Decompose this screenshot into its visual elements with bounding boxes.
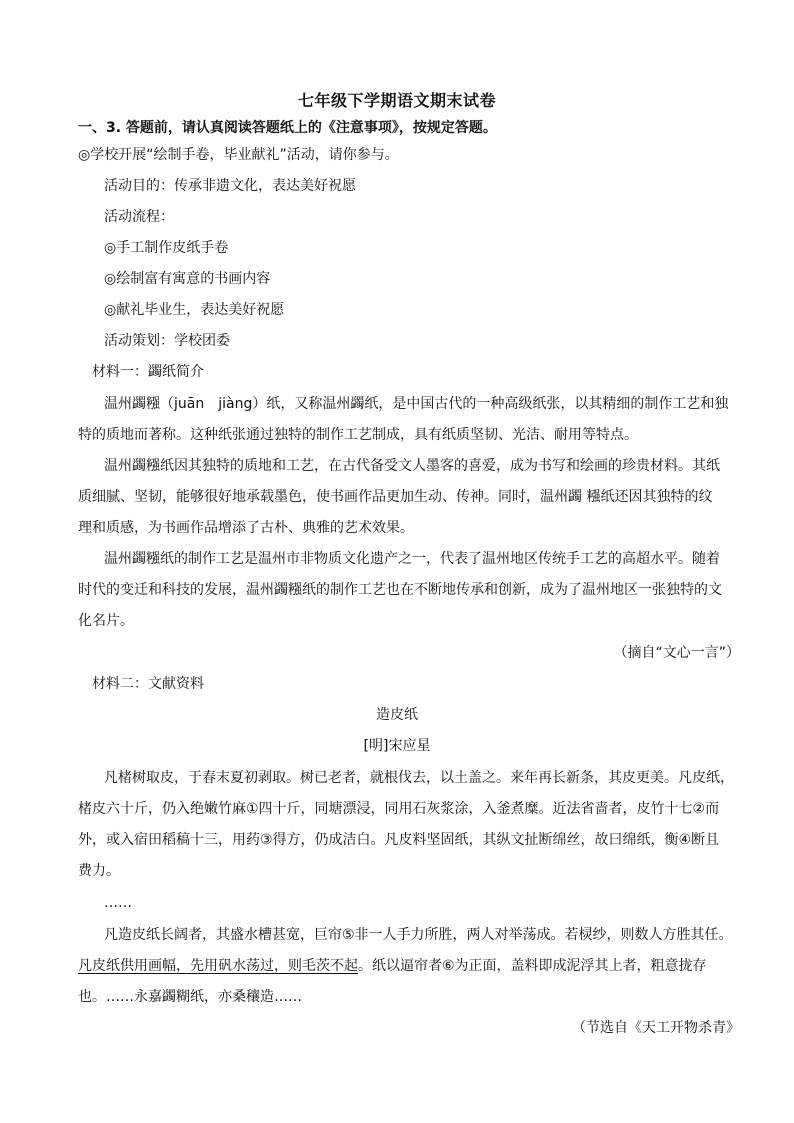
underlined-sentence: 凡皮纸供用画幅，先用矾水荡过，则毛茨不起 <box>78 958 358 974</box>
material1-source: （摘自“文心一言”） <box>613 645 740 661</box>
paragraph-line: 费力。 <box>78 863 120 879</box>
activity-purpose: 活动目的：传承非遗文化，表达美好祝愿 <box>104 178 356 194</box>
paragraph-line: 时代的变迁和科技的发展，温州蠲糨纸的制作工艺也在不断地传承和创新，成为了温州地区一张独特的文 <box>78 582 722 598</box>
activity-step: ◎献礼毕业生，表达美好祝愿 <box>104 302 285 318</box>
material2-source: （节选自《天工开物杀青》 <box>572 1020 740 1036</box>
paragraph-line: 也。……永嘉蠲糊纸，亦桑穰造…… <box>78 989 302 1005</box>
material1-label: 材料一：蠲纸简介 <box>92 364 204 380</box>
intro-text: ◎学校开展“绘制手卷，毕业献礼”活动，请你参与。 <box>78 147 399 163</box>
activity-step: ◎绘制富有寓意的书画内容 <box>104 271 271 287</box>
activity-planner: 活动策划：学校团委 <box>104 333 230 349</box>
paragraph-line: 化名片。 <box>78 613 134 629</box>
paragraph-line: 温州蠲糨（juān jiàng）纸，又称温州蠲纸，是中国古代的一种高级纸张，以其精细的制作工艺和独 <box>104 396 729 412</box>
section-heading: 一、3. 答题前，请认真阅读答题纸上的《注意事项》，按规定答题。 <box>78 120 497 136</box>
paragraph-line: 质细腻、坚韧，能够很好地承载墨色，使书画作品更加生动、传神。同时，温州蠲 糨纸还因其独特的纹 <box>78 489 713 505</box>
paragraph-line: 外，或入宿田稻稿十三，用药③得方，仍成洁白。凡皮料坚固纸，其纵文扯断绵丝，故曰绵纸，衡④断且 <box>78 832 720 848</box>
ellipsis: …… <box>104 895 132 911</box>
document-title: 造皮纸 <box>376 707 418 723</box>
activity-process-label: 活动流程： <box>104 209 174 225</box>
paragraph-line: 凡造皮纸长阔者，其盛水槽甚宽，巨帘⑤非一人手力所胜，两人对举荡成。若棂纱，则数人方胜其任。 <box>104 927 733 943</box>
paragraph-line-underlined <box>78 957 707 975</box>
paragraph-line: 理和质感，为书画作品增添了古朴、典雅的艺术效果。 <box>78 520 414 536</box>
paragraph-line: 凡楮树取皮，于春末夏初剥取。树已老者，就根伐去，以土盖之。来年再长新条，其皮更美。凡皮纸， <box>104 770 734 786</box>
activity-step: ◎手工制作皮纸手卷 <box>104 240 229 256</box>
page-title: 七年级下学期语文期末试卷 <box>297 91 496 110</box>
sentence-continuation: 。纸以逼帘者⑥为正面，盖料即成泥浮其上者，粗意拢存 <box>358 958 707 974</box>
paragraph-line: 温州蠲糨纸的制作工艺是温州市非物质文化遗产之一，代表了温州地区传统手工艺的高超水平。随着 <box>104 551 720 567</box>
paragraph-line: 楮皮六十斤，仍入绝嫩竹麻①四十斤，同塘漂浸，同用石灰浆涂，入釜煮糜。近法省啬者，皮竹十七②而 <box>78 801 720 817</box>
document-author: [明]宋应星 <box>363 738 431 754</box>
paragraph-line: 特的质地而著称。这种纸张通过独特的制作工艺制成，具有纸质坚韧、光洁、耐用等特点。 <box>78 427 638 443</box>
material2-label: 材料二：文献资料 <box>92 676 204 692</box>
paragraph-line: 温州蠲糨纸因其独特的质地和工艺，在古代备受文人墨客的喜爱，成为书写和绘画的珍贵材料。其纸 <box>104 458 720 474</box>
